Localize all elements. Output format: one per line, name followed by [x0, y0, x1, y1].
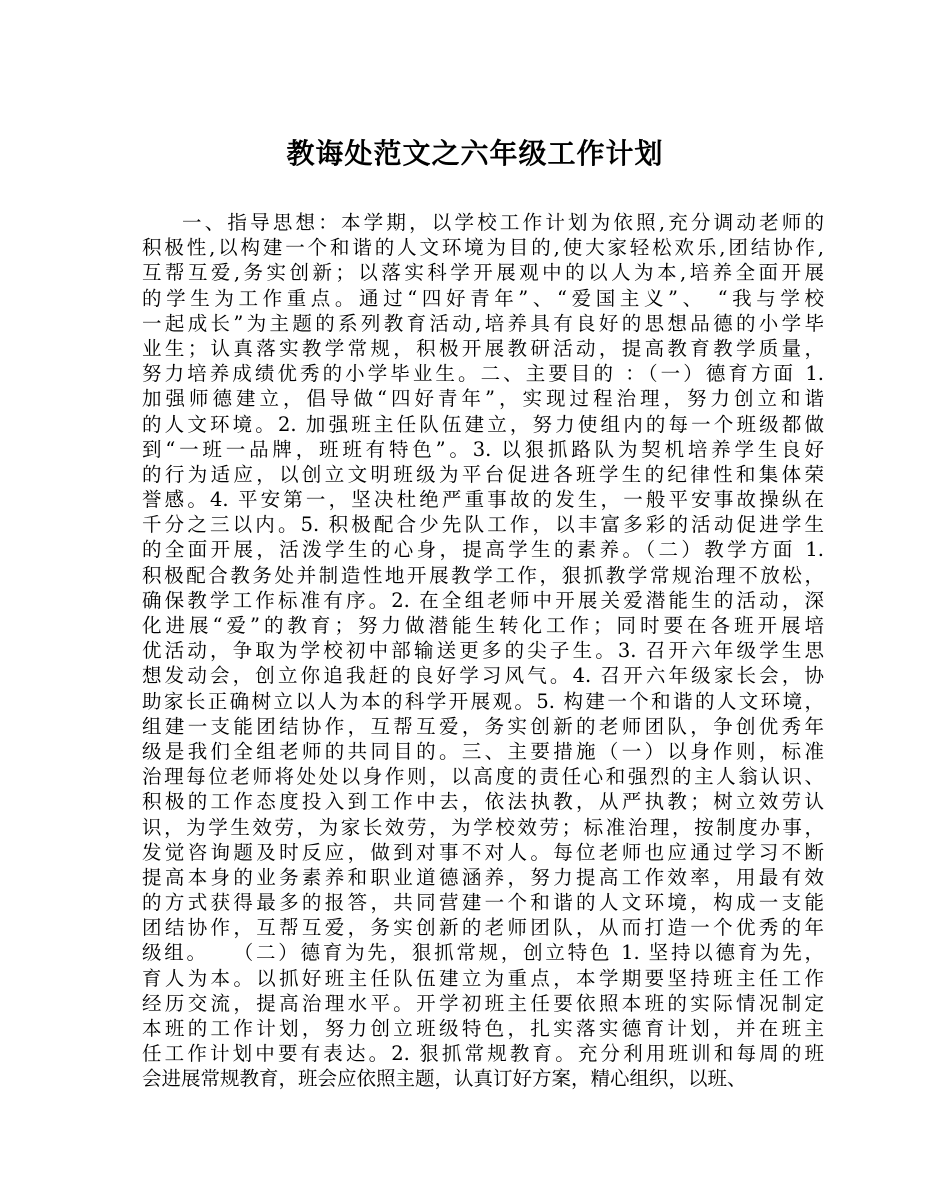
body-line: 积极配合教务处并制造性地开展教学工作，狠抓教学常规治理不放松， — [142, 563, 824, 587]
body-line: 的行为适应，以创立文明班级为平台促进各班学生的纪律性和集体荣 — [142, 462, 824, 486]
document-body — [142, 210, 824, 1092]
body-line: 一起成长”为主题的系列教育活动,培养具有良好的思想品德的小学毕 — [142, 311, 824, 335]
body-line: 千分之三以内。5. 积极配合少先队工作，以丰富多彩的活动促进学生 — [142, 513, 824, 537]
body-line: 育人为本。以抓好班主任队伍建立为重点，本学期要坚持班主任工作 — [142, 966, 824, 990]
body-line: 助家长正确树立以人为本的科学开展观。5. 构建一个和谐的人文环境， — [142, 689, 824, 713]
body-line: 任工作计划中要有表达。2. 狠抓常规教育。充分利用班训和每周的班 — [142, 1042, 824, 1066]
body-line: 识，为学生效劳，为家长效劳，为学校效劳；标准治理，按制度办事， — [142, 815, 824, 839]
body-line: 的人文环境。2. 加强班主任队伍建立，努力使组内的每一个班级都做 — [142, 412, 824, 436]
body-line: 发觉咨询题及时反应，做到对事不对人。每位老师也应通过学习不断 — [142, 840, 824, 864]
document-title: 教诲处范文之六年级工作计划 — [286, 137, 664, 170]
body-line: 誉感。4. 平安第一，坚决杜绝严重事故的发生，一般平安事故操纵在 — [142, 488, 824, 512]
body-line: 提高本身的业务素养和职业道德涵养，努力提高工作效率，用最有效 — [142, 865, 824, 889]
body-line: 积极性,以构建一个和谐的人文环境为目的,使大家轻松欢乐,团结协作, — [142, 236, 824, 260]
body-line: 想发动会，创立你追我赶的良好学习风气。4. 召开六年级家长会，协 — [142, 664, 824, 688]
body-line: 业生；认真落实教学常规，积极开展教研活动，提高教育教学质量， — [142, 336, 824, 360]
body-line: 化进展“爱”的教育；努力做潜能生转化工作；同时要在各班开展培 — [142, 614, 824, 637]
body-line: 级是我们全组老师的共同目的。三、主要措施（一）以身作则，标准 — [142, 739, 824, 763]
body-line: 经历交流，提高治理水平。开学初班主任要依照本班的实际情况制定 — [142, 991, 824, 1015]
body-line: 一、指导思想：本学期，以学校工作计划为依照,充分调动老师的 — [182, 211, 824, 234]
body-line: 的学生为工作重点。通过“四好青年”、“爱国主义”、 “我与学校 — [142, 286, 824, 310]
body-line: 到“一班一品牌，班班有特色”。3. 以狠抓路队为契机培养学生良好 — [142, 437, 824, 461]
body-line: 团结协作，互帮互爱，务实创新的老师团队，从而打造一个优秀的年 — [142, 916, 824, 940]
body-line: 本班的工作计划，努力创立班级特色，扎实落实德育计划，并在班主 — [142, 1017, 824, 1040]
body-line: 积极的工作态度投入到工作中去，依法执教，从严执教；树立效劳认 — [142, 790, 824, 814]
body-line: 组建一支能团结协作，互帮互爱，务实创新的老师团队，争创优秀年 — [142, 714, 824, 738]
body-line: 治理每位老师将处处以身作则，以高度的责任心和强烈的主人翁认识、 — [142, 765, 824, 789]
body-line: 加强师德建立，倡导做“四好青年”，实现过程治理，努力创立和谐 — [142, 387, 824, 411]
body-line: 的方式获得最多的报答，共同营建一个和谐的人文环境，构成一支能 — [142, 891, 824, 915]
body-line: 会进展常规教育，班会应依照主题，认真订好方案，精心组织，以班、 — [142, 1067, 747, 1091]
body-line: 互帮互爱,务实创新；以落实科学开展观中的以人为本,培养全面开展 — [142, 261, 824, 285]
body-line: 级组。 （二）德育为先，狠抓常规，创立特色 1. 坚持以德育为先， — [142, 941, 824, 965]
body-line: 确保教学工作标准有序。2. 在全组老师中开展关爱潜能生的活动，深 — [142, 588, 824, 612]
body-line: 努力培养成绩优秀的小学毕业生。二、主要目的 ：（一）德育方面 1. — [142, 362, 824, 386]
body-line: 优活动，争取为学校初中部输送更多的尖子生。3. 召开六年级学生思 — [142, 639, 824, 663]
body-line: 的全面开展，活泼学生的心身，提高学生的素养。（二）教学方面 1. — [142, 538, 824, 562]
